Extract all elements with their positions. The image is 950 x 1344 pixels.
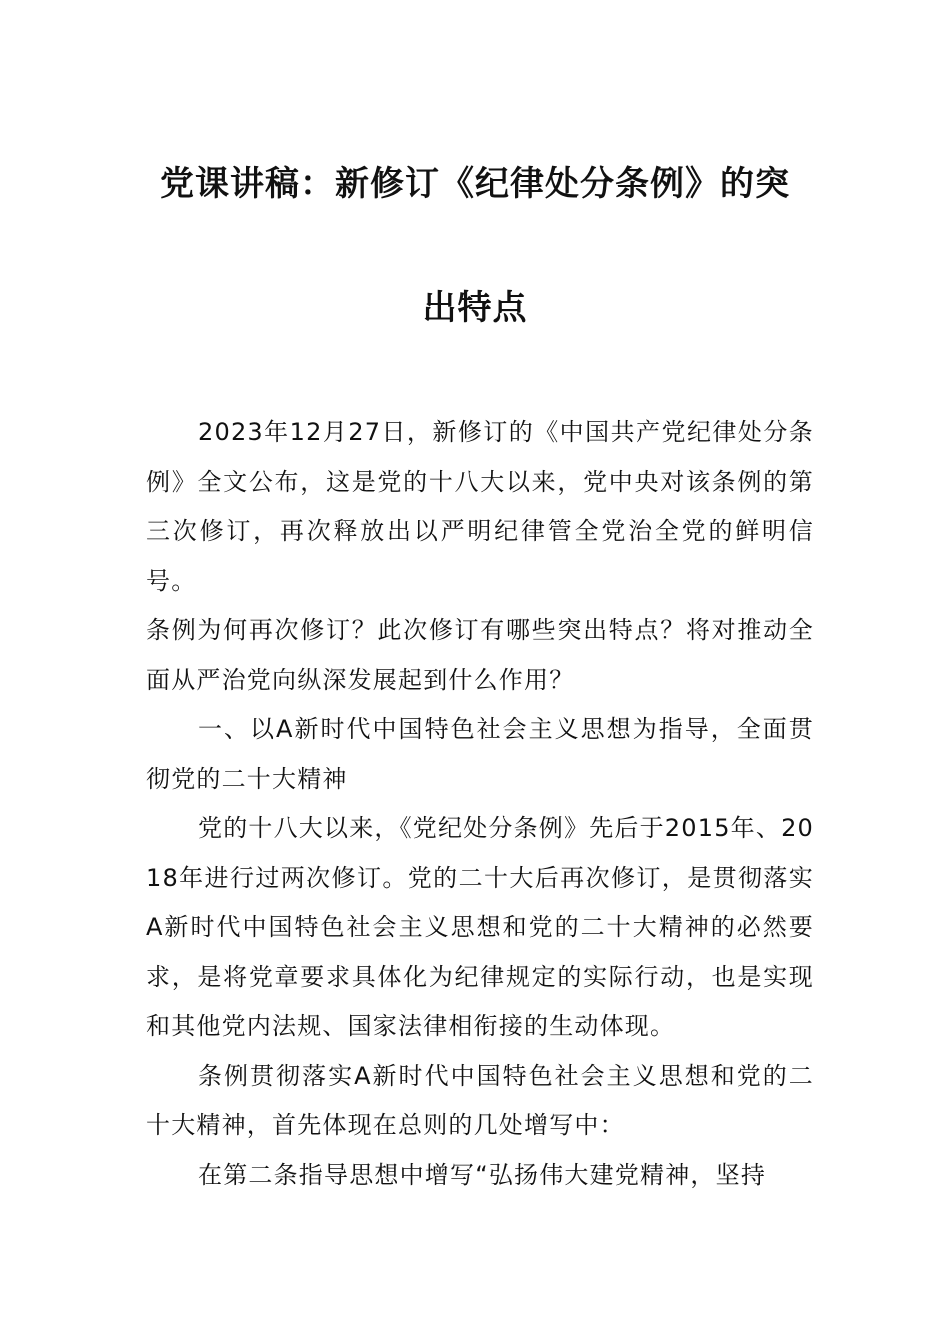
paragraph-general-provisions: 条例贯彻落实A新时代中国特色社会主义思想和党的二十大精神，首先体现在总则的几处增写中： xyxy=(146,1061,814,1139)
paragraph-intro: 2023年12月27日，新修订的《中国共产党纪律处分条例》全文公布，这是党的十八大以来，党中央对该条例的第三次修订，再次释放出以严明纪律管全党治全党的鲜明信号。 xyxy=(146,418,814,595)
document-body xyxy=(146,408,814,1200)
paragraph-revision-history: 党的十八大以来，《党纪处分条例》先后于2015年、2018年进行过两次修订。党的二十大后再次修订，是贯彻落实A新时代中国特色社会主义思想和党的二十大精神的必然要求，是将党章要求具体化为纪律规定的实际行动，也是实现和其他党内法规、国家法律相衔接的生动体现。 xyxy=(146,814,815,1040)
document-title-line-2: 出特点 xyxy=(422,288,528,328)
paragraph-article-two: 在第二条指导思想中增写“弘扬伟大建党精神，坚持 xyxy=(198,1160,767,1189)
paragraph-questions: 条例为何再次修订？此次修订有哪些突出特点？将对推动全面从严治党向纵深发展起到什么作用？ xyxy=(146,616,814,694)
section-heading-1: 一、以A新时代中国特色社会主义思想为指导，全面贯彻党的二十大精神 xyxy=(146,715,814,793)
document-title-line-1: 党课讲稿：新修订《纪律处分条例》的突 xyxy=(160,164,790,204)
